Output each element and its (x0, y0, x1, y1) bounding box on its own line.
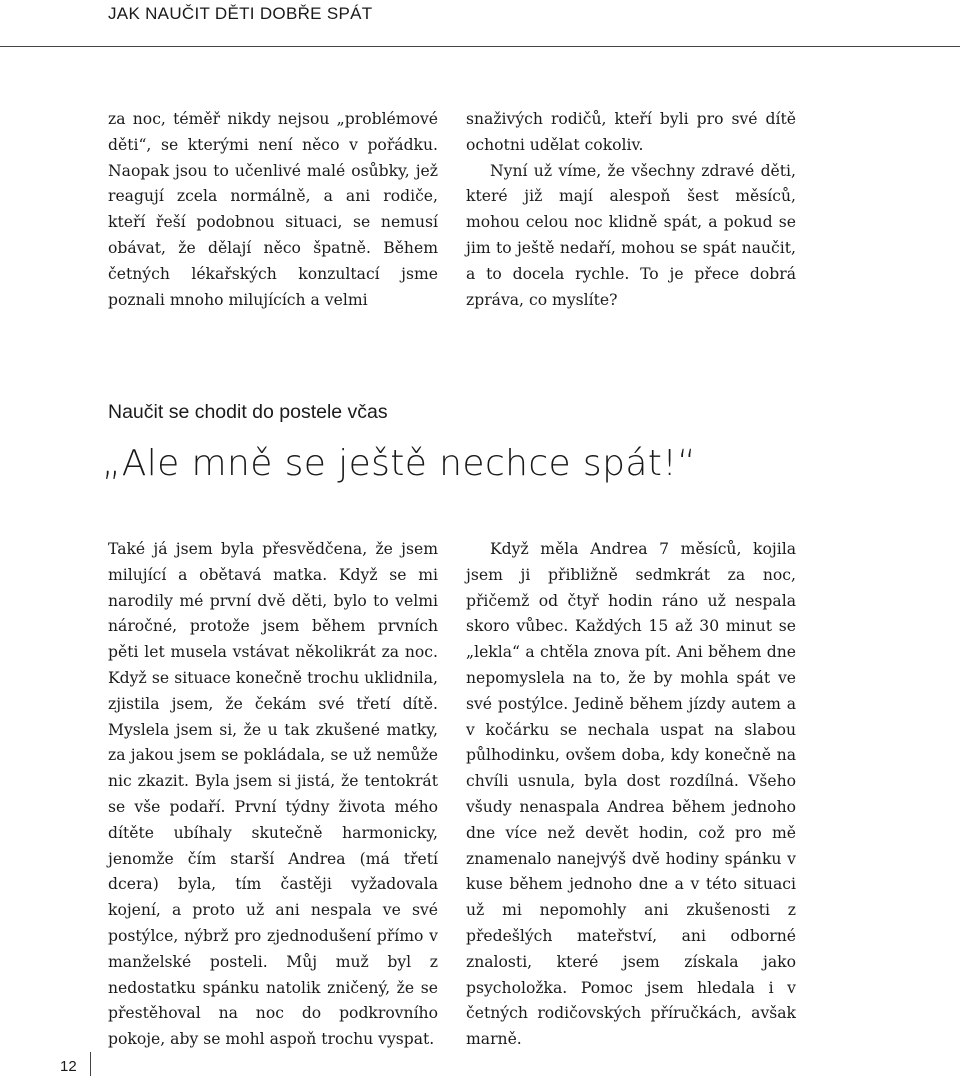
body-right-column (466, 537, 796, 1053)
section-heading: Naučit se chodit do postele včas (108, 401, 388, 423)
body-left-column (108, 537, 438, 1053)
top-right-column (466, 107, 796, 313)
header-rule (0, 46, 960, 47)
paragraph: snaživých rodičů, kteří byli pro své dítě ochotni udělat cokoliv. (466, 110, 796, 154)
top-left-column (108, 107, 438, 313)
running-head-title: JAK NAUČIT DĚTI DOBŘE SPÁT (108, 4, 373, 23)
paragraph: Nyní už víme, že všechny zdravé děti, které již mají alespoň šest měsíců, mohou celou noc klidně spát, a pokud se jim to ještě nedaří, mohou se spát naučit, a to docela rychle. To je přece dobrá zpráva, co myslíte? (466, 161, 796, 309)
paragraph: Také já jsem byla přesvědčena, že jsem milující a obětavá matka. Když se mi narodily mé první dvě děti, bylo to velmi náročné, protože jsem během prvních pěti let musela vstávat několikrát za noc. Když se situace konečně trochu uklidnila, zjistila jsem, že čekám své třetí dítě. Myslela jsem si, že u tak zkušené matky, za jakou jsem se pokládala, se už nemůže nic zkazit. Byla jsem si jistá, že tentokrát se vše podaří. První týdny života mého dítěte ubíhaly skutečně harmonicky, jenomže čím starší Andrea (má třetí dcera) byla, tím častěji vyžadovala kojení, a proto už ani nespala ve své postýlce, nýbrž pro zjednodušení přímo v manželské posteli. Můj muž byl z nedostatku spánku natolik zničený, že se přestěhoval na noc do podkrovního pokoje, aby se mohl aspoň trochu vyspat. (108, 540, 438, 1049)
paragraph: Když měla Andrea 7 měsíců, kojila jsem ji přibližně sedmkrát za noc, přičemž od čtyř hodin ráno už nespala skoro vůbec. Každých 15 až 30 minut se „lekla“ a chtěla znova pít. Ani během dne nepomyslela na to, že by mohla spát ve své postýlce. Jedině během jízdy autem a v kočárku se nechala uspat na slabou půlhodinku, ovšem doba, kdy konečně na chvíli usnula, byla dost rozdílná. Všeho všudy nenaspala Andrea během jednoho dne více než devět hodin, což pro mě znamenalo nanejvýš dvě hodiny spánku v kuse během jednoho dne a v této situaci už mi nepomohly ani zkušenosti z předešlých mateřství, ani odborné znalosti, které jsem získala jako psycholožka. Pomoc jsem hledala i v četných rodičovských příručkách, avšak marně. (466, 540, 796, 1049)
section-title: „Ale mně se ještě nechce spát!“ (102, 443, 697, 484)
page-number-rule (90, 1052, 91, 1076)
page-number: 12 (60, 1058, 77, 1075)
paragraph: za noc, téměř nikdy nejsou „problémové děti“, se kterými není něco v pořádku. Naopak jsou to učenlivé malé osůbky, jež reagují zcela normálně, a ani rodiče, kteří řeší podobnou situaci, se nemusí obávat, že dělají něco špatně. Během četných lékařských konzultací jsme poznali mnoho milujících a velmi (108, 110, 438, 309)
